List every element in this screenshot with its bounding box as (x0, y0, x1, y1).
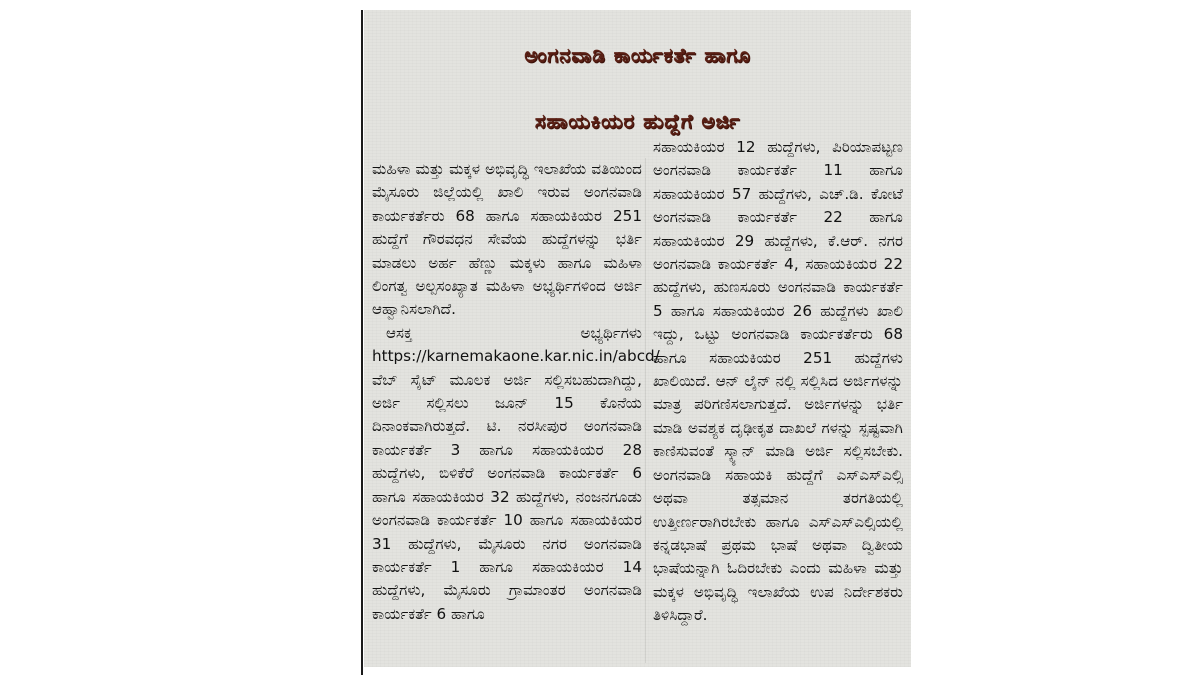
headline-line-1: ಅಂಗನವಾಡಿ ಕಾರ್ಯಕರ್ತೆ ಹಾಗೂ (524, 43, 751, 67)
article-paragraph: ಮಹಿಳಾ ಮತ್ತು ಮಕ್ಕಳ ಅಭಿವೃದ್ಧಿ ಇಲಾಖೆಯ ವತಿಯಿಂದ ಮೈಸೂರು ಜಿಲ್ಲೆಯಲ್ಲಿ ಖಾಲಿ ಇರುವ ಅಂಗನವಾಡಿ ಕಾರ್ಯಕರ್ತೆರು 68 ಹಾಗೂ ಸಹಾಯಕಿಯರ 251 ಹುದ್ದೆಗೆ ಗೌರವಧನ ಸೇವೆಯ ಹುದ್ದೆಗಳನ್ನು ಭರ್ತಿ ಮಾಡಲು ಅರ್ಹ ಹೆಣ್ಣು ಮಕ್ಕಳು ಹಾಗೂ ಮಹಿಳಾ ಲಿಂಗತ್ವ ಅಲ್ಪಸಂಖ್ಯಾತ ಮಹಿಳಾ ಅಭ್ಯರ್ಥಿಗಳಿಂದ ಅರ್ಜಿ ಆಹ್ವಾನಿಸಲಾಗಿದೆ. (372, 160, 642, 319)
clipping-border-line (361, 10, 363, 675)
headline-line-2: ಸಹಾಯಕಿಯರ ಹುದ್ದೆಗೆ ಅರ್ಜಿ (534, 109, 741, 133)
column-gutter (645, 158, 646, 663)
newspaper-clipping (364, 10, 911, 667)
headline (364, 22, 911, 154)
article-column-left (372, 158, 660, 626)
article-paragraph: ಸಹಾಯಕಿಯರ 12 ಹುದ್ದೆಗಳು, ಪಿರಿಯಾಪಟ್ಟಣ ಅಂಗನವಾಡಿ ಕಾರ್ಯಕರ್ತೆ 11 ಹಾಗೂ ಸಹಾಯಕಿಯರ 57 ಹುದ್ದೆಗಳು, ಎಚ್.ಡಿ. ಕೋಟೆ ಅಂಗನವಾಡಿ ಕಾರ್ಯಕರ್ತೆ 22 ಹಾಗೂ ಸಹಾಯಕಿಯರ 29 ಹುದ್ದೆಗಳು, ಕೆ.ಆರ್. ನಗರ ಅಂಗನವಾಡಿ ಕಾರ್ಯಕರ್ತೆ 4, ಸಹಾಯಕಿಯರ 22 ಹುದ್ದೆಗಳು, ಹುಣಸೂರು ಅಂಗನವಾಡಿ ಕಾರ್ಯಕರ್ತೆ 5 ಹಾಗೂ ಸಹಾಯಕಿಯರ 26 ಹುದ್ದೆಗಳು ಖಾಲಿ ಇದ್ದು, ಒಟ್ಟು ಅಂಗನವಾಡಿ ಕಾರ್ಯಕರ್ತೆರು 68 ಹಾಗೂ ಸಹಾಯಕಿಯರ 251 ಹುದ್ದೆಗಳು ಖಾಲಿಯಿದೆ. ಆನ್ ಲೈನ್ ನಲ್ಲಿ ಸಲ್ಲಿಸಿದ ಅರ್ಜಿಗಳನ್ನು ಮಾತ್ರ ಪರಿಗಣಿಸಲಾಗುತ್ತದೆ. ಅರ್ಜಿಗಳನ್ನು ಭರ್ತಿ ಮಾಡಿ ಅವಶ್ಯಕ ದೃಢೀಕೃತ ದಾಖಲೆ ಗಳನ್ನು ಸ್ಪಷ್ಟವಾಗಿ ಕಾಣಿಸುವಂತೆ ಸ್ಕ್ಯಾನ್ ಮಾಡಿ ಅರ್ಜಿ ಸಲ್ಲಿಸಬೇಕು. ಅಂಗನವಾಡಿ ಸಹಾಯಕಿ ಹುದ್ದೆಗೆ ಎಸ್‌ಎಸ್‌ಎಲ್ಸಿ ಅಥವಾ ತತ್ಸಮಾನ ತರಗತಿಯಲ್ಲಿ ಉತ್ತೀರ್ಣರಾಗಿರಬೇಕು ಹಾಗೂ ಎಸ್‌ಎಸ್‌ಎಲ್ಸಿಯಲ್ಲಿ ಕನ್ನಡಭಾಷೆ ಪ್ರಥಮ ಭಾಷೆ ಅಥವಾ ದ್ವಿತೀಯ ಭಾಷೆಯನ್ನಾಗಿ ಓದಿರಬೇಕು ಎಂದು ಮಹಿಳಾ ಮತ್ತು ಮಕ್ಕಳ ಅಭಿವೃದ್ಧಿ ಇಲಾಖೆಯ ಉಪ ನಿರ್ದೇಶಕರು ತಿಳಿಸಿದ್ದಾರೆ. (653, 138, 903, 625)
article-paragraph: ಆಸಕ್ತ ಅಭ್ಯರ್ಥಿಗಳು https://karnemakaone.kar.nic.in/abcd/ ವೆಬ್ ಸೈಟ್ ಮೂಲಕ ಅರ್ಜಿ ಸಲ್ಲಿಸಬಹುದಾಗಿದ್ದು, ಅರ್ಜಿ ಸಲ್ಲಿಸಲು ಜೂನ್ 15 ಕೊನೆಯ ದಿನಾಂಕವಾಗಿರುತ್ತದೆ. ಟಿ. ನರಸೀಪುರ ಅಂಗನವಾಡಿ ಕಾರ್ಯಕರ್ತೆ 3 ಹಾಗೂ ಸಹಾಯಕಿಯರ 28 ಹುದ್ದೆಗಳು, ಬಿಳಿಕೆರೆ ಅಂಗನವಾಡಿ ಕಾರ್ಯಕರ್ತೆ 6 ಹಾಗೂ ಸಹಾಯಕಿಯರ 32 ಹುದ್ದೆಗಳು, ನಂಜನಗೂಡು ಅಂಗನವಾಡಿ ಕಾರ್ಯಕರ್ತೆ 10 ಹಾಗೂ ಸಹಾಯಕಿಯರ 31 ಹುದ್ದೆಗಳು, ಮೈಸೂರು ನಗರ ಅಂಗನವಾಡಿ ಕಾರ್ಯಕರ್ತೆ 1 ಹಾಗೂ ಸಹಾಯಕಿಯರ 14 ಹುದ್ದೆಗಳು, ಮೈಸೂರು ಗ್ರಾಮಾಂತರ ಅಂಗನವಾಡಿ ಕಾರ್ಯಕರ್ತೆ 6 ಹಾಗೂ (372, 323, 660, 623)
article-column-right (653, 136, 903, 628)
